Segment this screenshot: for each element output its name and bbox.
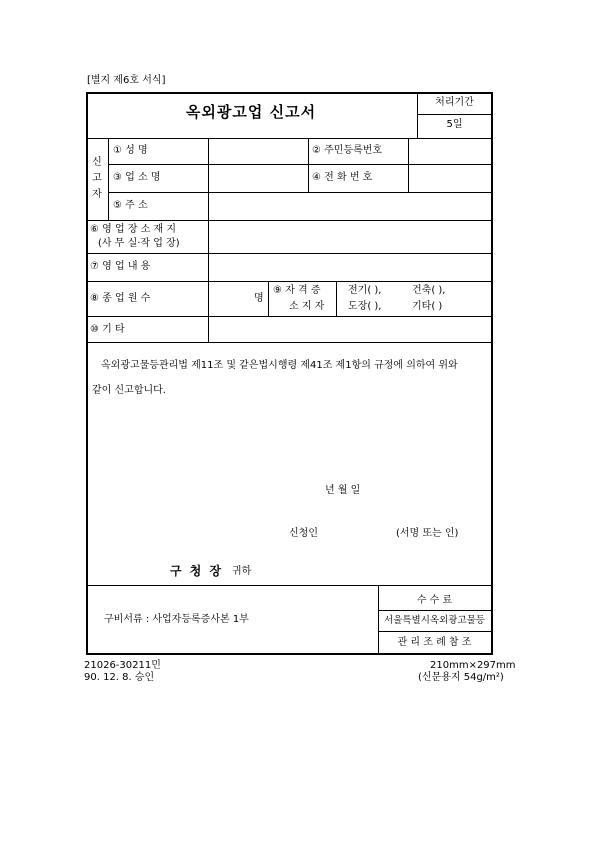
applicant-char: 자: [92, 189, 102, 200]
location-field[interactable]: [209, 221, 491, 253]
location-label-line1: ⑥ 영 업 장 소 재 지: [90, 224, 176, 235]
required-documents: 구비서류 : 사업자등록증사본 1부: [104, 614, 249, 625]
paper-size: 210mm×297mm: [430, 660, 516, 671]
processing-label: 처리기간: [435, 97, 474, 108]
rrn-field[interactable]: [409, 139, 491, 164]
row-line: [86, 342, 492, 343]
business-content-field[interactable]: [209, 254, 491, 281]
cert-other[interactable]: 기타( ): [412, 301, 443, 312]
recipient-suffix: 귀하: [232, 566, 252, 577]
phone-label: ④ 전 화 번 호: [312, 172, 373, 183]
cert-paint[interactable]: 도장( ),: [348, 301, 382, 312]
processing-value: 5일: [446, 119, 463, 130]
other-field[interactable]: [209, 317, 491, 342]
applicant-sign-label: 신청인: [289, 528, 318, 539]
fee-label: 수 수 료: [416, 595, 453, 606]
name-field[interactable]: [209, 139, 308, 164]
other-label: ⑩ 기 타: [90, 324, 125, 335]
name-label: ① 성 명: [113, 145, 148, 156]
declaration-line2: 같이 신고합니다.: [92, 385, 166, 396]
cert-label-line2: 소 지 자: [289, 301, 325, 312]
fee-divider: [378, 631, 492, 632]
employees-unit: 명: [254, 293, 264, 304]
col-line: [108, 138, 109, 220]
applicant-char: 고: [92, 173, 102, 184]
applicant-char: 신: [92, 157, 102, 168]
col-line: [308, 138, 309, 192]
address-label: ⑤ 주 소: [113, 200, 148, 211]
col-line: [268, 281, 269, 316]
phone-field[interactable]: [409, 165, 491, 192]
processing-divider: [417, 114, 492, 115]
signature-label[interactable]: (서명 또는 인): [396, 528, 459, 539]
form-right-border: [491, 92, 493, 655]
fee-line2: 관 리 조 례 참 조: [397, 637, 472, 648]
approval-date: 90. 12. 8. 승인: [84, 672, 155, 683]
location-label-line2: (사 무 실·작 업 장): [98, 238, 180, 249]
business-name-field[interactable]: [209, 165, 308, 192]
business-name-label: ③ 업 소 명: [113, 172, 161, 183]
form-code: 21026-30211민: [84, 660, 161, 671]
date-line[interactable]: 년 월 일: [325, 485, 361, 496]
employees-label: ⑧ 종 업 원 수: [90, 293, 151, 304]
form-number-label: [별지 제6호 서식]: [87, 75, 166, 86]
applicant-group-label: [86, 155, 108, 203]
form-bottom-border: [86, 653, 493, 655]
form-title: 옥외광고업 신고서: [185, 103, 317, 121]
fee-divider: [378, 610, 492, 611]
cert-building[interactable]: 건축( ),: [412, 285, 446, 296]
paper-type: (신문용지 54g/m²): [418, 672, 504, 683]
form-top-border: [86, 92, 493, 94]
declaration-line1: 옥외광고물등관리법 제11조 및 같은법시행령 제41조 제1항의 규정에 의하여 위와: [101, 360, 458, 371]
cert-electric[interactable]: 전기( ),: [348, 285, 382, 296]
fee-line1: 서울특별시옥외광고물등: [384, 615, 485, 626]
col-line: [336, 281, 337, 316]
address-field[interactable]: [209, 193, 491, 220]
row-line: [86, 281, 492, 282]
rrn-label: ② 주민등록번호: [312, 145, 383, 156]
recipient: 구 청 장: [170, 564, 224, 578]
cert-label-line1: ⑨ 자 격 증: [273, 285, 321, 296]
row-line: [86, 585, 492, 586]
business-content-label: ⑦ 영 업 내 용: [90, 261, 151, 272]
